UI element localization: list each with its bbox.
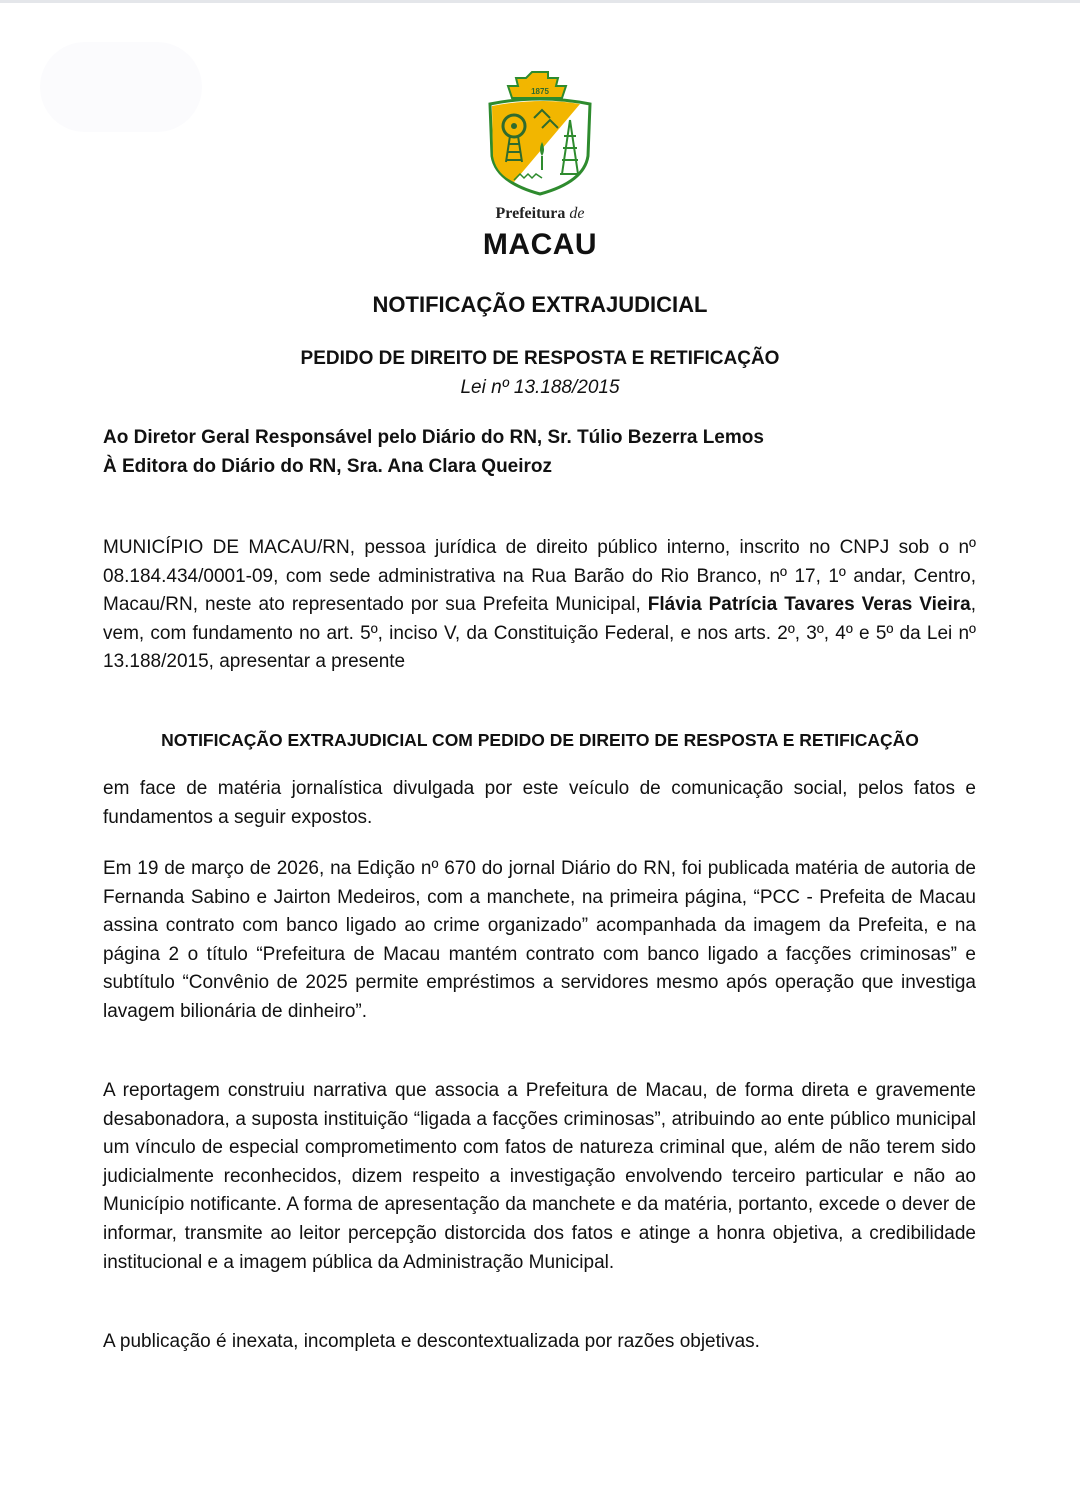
addressee-editor: À Editora do Diário do RN, Sra. Ana Clara Queiroz: [103, 456, 553, 477]
prefeitura-label: [0, 205, 1080, 223]
intro-text-end: , vem, com fundamento no art. 5º, inciso V, da Constituição Federal, e nos arts. 2º, 3º, 4º e 5º da Lei nº 13.188/2015, apresentar a presente: [103, 594, 976, 673]
paragraph-facts-intro: em face de matéria jornalística divulgada por este veículo de comunicação social, pelos fatos e fundamentos a seguir expostos.: [103, 778, 976, 828]
paragraph-publication: Em 19 de março de 2026, na Edição nº 670 do jornal Diário do RN, foi publicada matéria de autoria de Fernanda Sabino e Jairton Medeiros, com a manchete, na primeira página, “PCC - Prefeita de Macau assina contrato com banco ligado ao crime organizado” acompanhada da imagem da Prefeita, e na página 2 o título “Prefeitura de Macau mantém contrato com banco ligado a facções criminosas” e subtítulo “Convênio de 2025 permite empréstimos a servidores mesmo após operação que investiga lavagem bilionária de dinheiro”.: [103, 858, 976, 1022]
paragraph-inexact: A publicação é inexata, incompleta e descontextualizada por razões objetivas.: [103, 1331, 760, 1352]
paragraph-narrative: A reportagem construiu narrativa que associa a Prefeitura de Macau, de forma direta e gravemente desabonadora, a suposta instituição “ligada a facções criminosas”, atribuindo ao ente público municipal um vínculo de especial comprometimento com fatos de natureza criminal que, além de não terem sido judicialmente reconhecidos, dizem respeito a investigação envolvendo terceiro particular e não ao Município notificante. A forma de apresentação da manchete e da matéria, portanto, excede o dever de informar, transmite ao leitor percepção distorcida dos fatos e atinge a honra objetiva, a credibilidade institucional e a imagem pública da Administração Municipal.: [103, 1080, 976, 1273]
notification-heading: NOTIFICAÇÃO EXTRAJUDICIAL COM PEDIDO DE DIREITO DE RESPOSTA E RETIFICAÇÃO: [161, 730, 919, 750]
intro-text-start: MUNICÍPIO DE MACAU/RN, pessoa jurídica de direito público interno, inscrito no CNPJ sob o nº 08.184.434/0001-09, com sede administrativa na Rua Barão do Rio Branco, nº 17, 1º andar, Centro, Macau/RN, neste ato representado por sua Prefeita Municipal,: [103, 537, 976, 616]
crest-year: 1875: [531, 87, 549, 96]
intro-paragraph: [103, 534, 976, 677]
law-reference: Lei nº 13.188/2015: [460, 377, 620, 398]
document-subtitle: PEDIDO DE DIREITO DE RESPOSTA E RETIFICAÇÃO: [300, 348, 780, 369]
top-border: [0, 0, 1080, 3]
document-title: NOTIFICAÇÃO EXTRAJUDICIAL: [372, 292, 708, 317]
prefeitura-text: Prefeitura: [495, 205, 566, 222]
city-name: MACAU: [482, 228, 598, 261]
municipal-crest-logo: [484, 70, 596, 196]
addressee-director: Ao Diretor Geral Responsável pelo Diário do RN, Sr. Túlio Bezerra Lemos: [103, 427, 764, 448]
prefeitura-de-text: de: [569, 205, 585, 222]
faded-watermark: [40, 42, 202, 132]
mayor-name: Flávia Patrícia Tavares Veras Vieira: [647, 594, 971, 616]
